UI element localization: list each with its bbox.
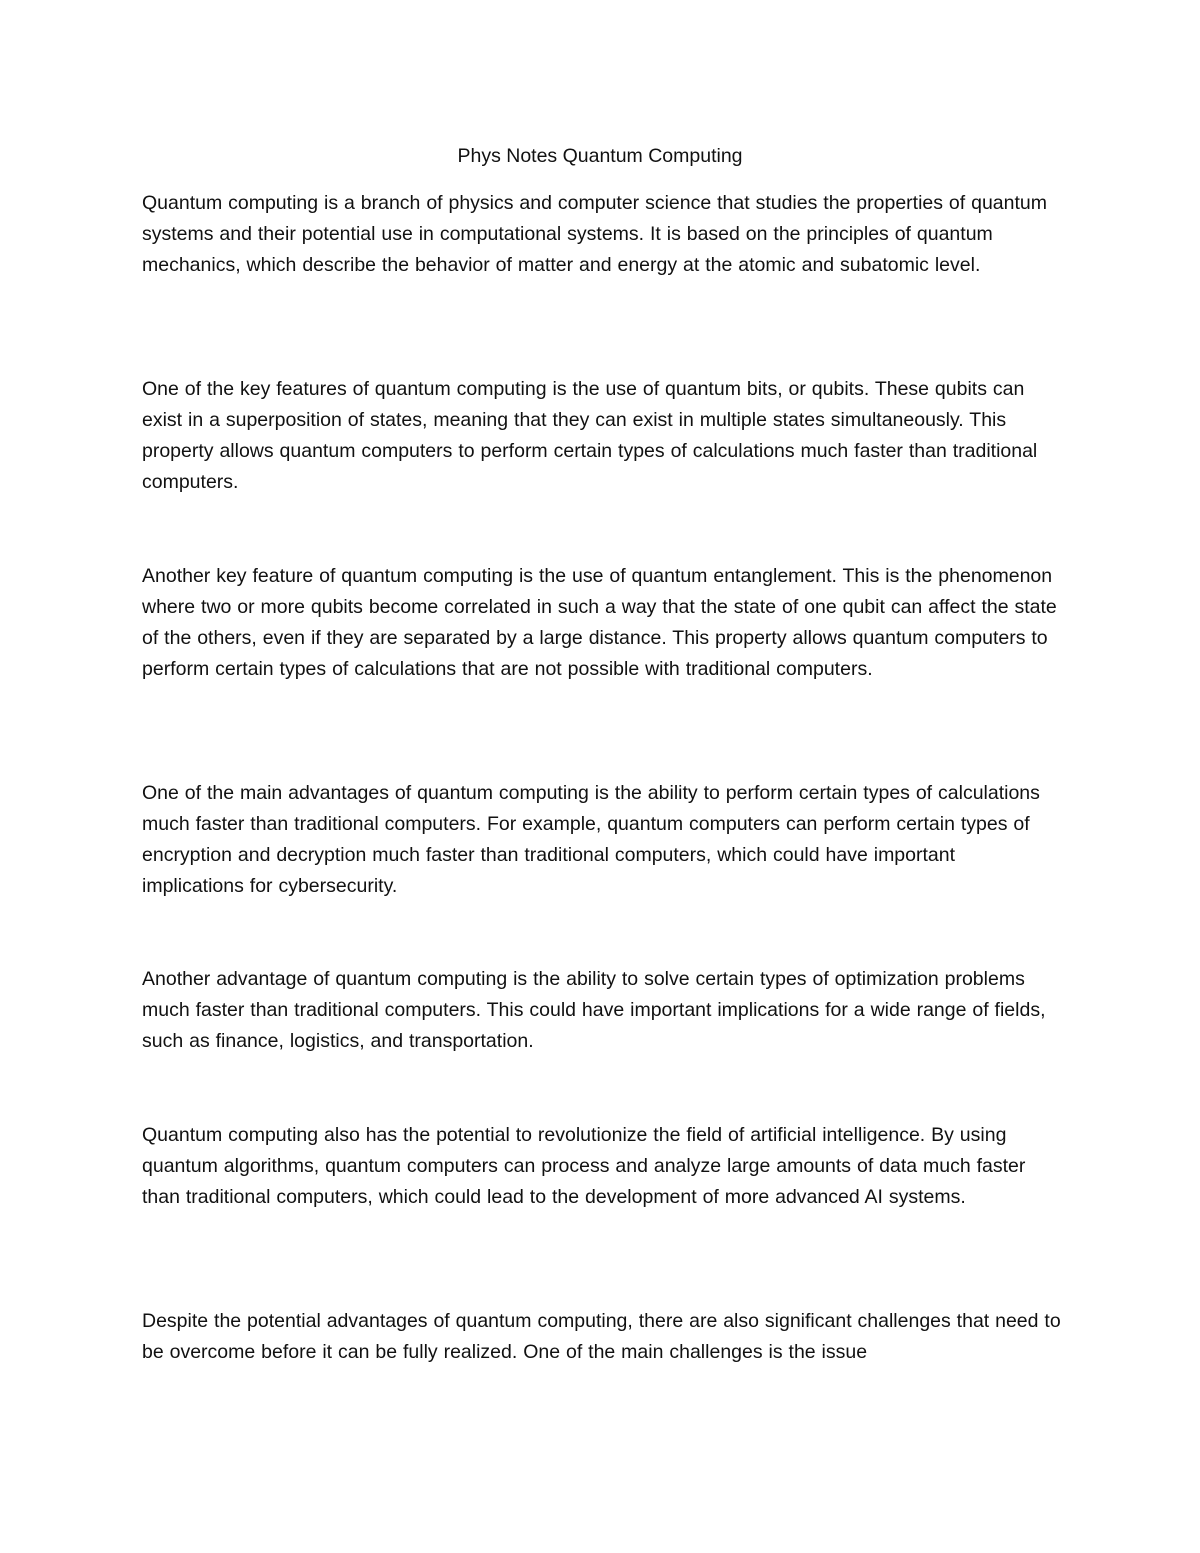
paragraph-qubits: One of the key features of quantum computing is the use of quantum bits, or qubits. These qubits can exist in a superposition of states, meaning that they can exist in multiple states simultaneously. This property allows quantum computers to perform certain types of calculations much faster than traditional computers. [142,378,1038,493]
paragraph-artificial-intelligence: Quantum computing also has the potential to revolutionize the field of artificial intelligence. By using quantum algorithms, quantum computers can process and analyze large amounts of data much faster than traditional computers, which could lead to the development of more advanced AI systems. [142,1124,1026,1208]
paragraph-introduction: Quantum computing is a branch of physics and computer science that studies the properties of quantum systems and their potential use in computational systems. It is based on the principles of quantum mechanics, which describe the behavior of matter and energy at the atomic and subatomic level. [142,192,1047,276]
paragraph-challenges: Despite the potential advantages of quantum computing, there are also significant challenges that need to be overcome before it can be fully realized. One of the main challenges is the issue [142,1310,1061,1363]
paragraph-speed-advantage: One of the main advantages of quantum computing is the ability to perform certain types of calculations much faster than traditional computers. For example, quantum computers can perform certain types of encryption and decryption much faster than traditional computers, which could have important implications for cybersecurity. [142,782,1040,897]
document-title: Phys Notes Quantum Computing [457,145,743,167]
paragraph-entanglement: Another key feature of quantum computing is the use of quantum entanglement. This is the phenomenon where two or more qubits become correlated in such a way that the state of one qubit can affect the state of the others, even if they are separated by a large distance. This property allows quantum computers to perform certain types of calculations that are not possible with traditional computers. [142,565,1057,680]
paragraph-optimization: Another advantage of quantum computing is the ability to solve certain types of optimization problems much faster than traditional computers. This could have important implications for a wide range of fields, such as finance, logistics, and transportation. [142,968,1046,1052]
